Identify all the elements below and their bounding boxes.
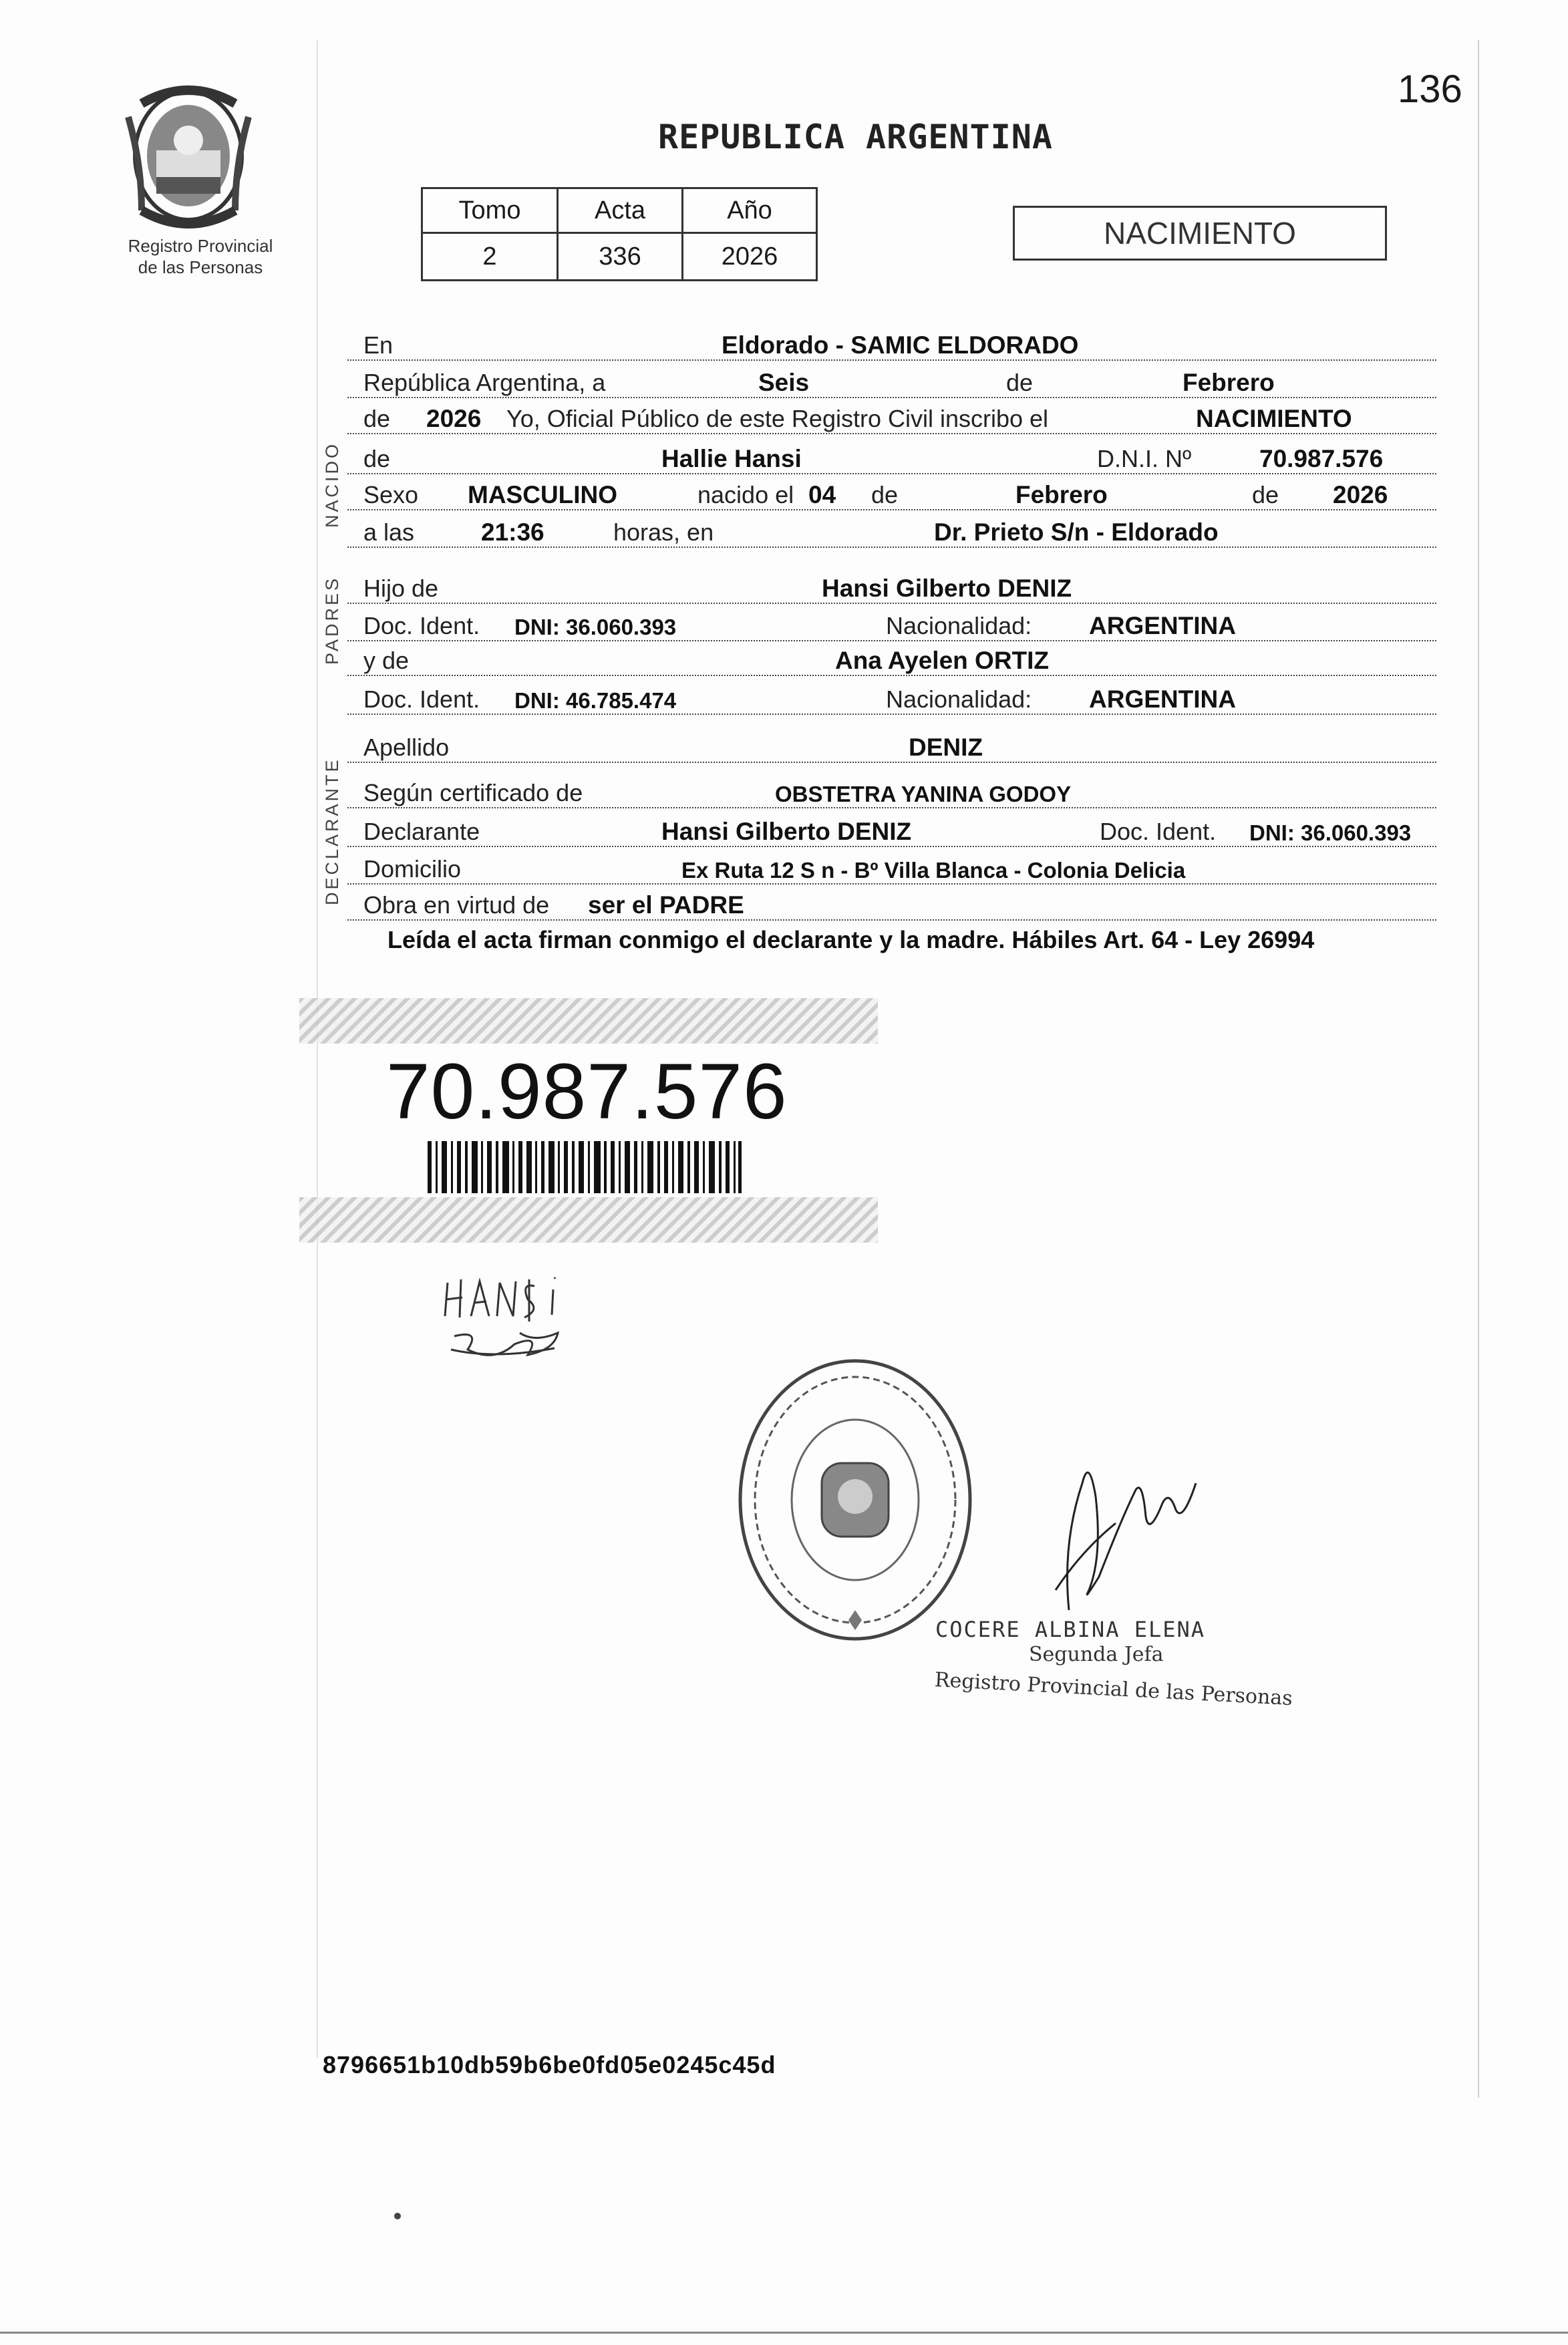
line-registration-date: [347, 371, 1436, 398]
scan-speck: [394, 2213, 401, 2219]
issuer-line-1: Registro Provincial: [128, 236, 273, 256]
label-apellido: Apellido: [363, 734, 453, 762]
line-mother: [347, 649, 1436, 676]
label-mother-doc: Doc. Ident.: [363, 685, 484, 714]
value-declarant-doc: DNI: 36.060.393: [1249, 820, 1412, 845]
value-act-type: NACIMIENTO: [1196, 405, 1352, 432]
label-de-5: de: [1248, 481, 1283, 509]
value-birth-time: 21:36: [481, 518, 544, 546]
label-hijo-de: Hijo de: [363, 575, 442, 603]
value-certificate-by: OBSTETRA YANINA GODOY: [775, 782, 1072, 806]
value-mother-name: Ana Ayelen ORTIZ: [835, 647, 1050, 674]
signatory-name: COCERE ALBINA ELENA: [935, 1617, 1206, 1642]
official-seal-stamp-icon: [735, 1356, 975, 1644]
margin-line: [317, 40, 318, 2058]
label-horas-en: horas, en: [609, 518, 718, 546]
label-father-nationality: Nacionalidad:: [882, 612, 1036, 640]
line-certificate: [347, 779, 1436, 808]
value-mother-nationality: ARGENTINA: [1089, 685, 1236, 713]
label-de-3: de: [363, 445, 394, 473]
label-sexo: Sexo: [363, 481, 422, 509]
label-yo-oficial: Yo, Oficial Público de este Registro Civil inscribo el: [502, 405, 1052, 433]
value-father-doc: DNI: 36.060.393: [514, 615, 677, 639]
value-birth-place: Dr. Prieto S/n - Eldorado: [934, 518, 1219, 546]
value-capacity: ser el PADRE: [588, 891, 744, 919]
signatory-office: Registro Provincial de las Personas: [934, 1668, 1293, 1711]
value-reg-month: Febrero: [1183, 369, 1275, 396]
registry-header-tomo: Tomo: [422, 188, 558, 233]
issuer-line-2: de las Personas: [138, 257, 263, 277]
value-birth-year: 2026: [1333, 481, 1388, 508]
line-place: [347, 331, 1436, 361]
value-place: Eldorado - SAMIC ELDORADO: [722, 331, 1079, 359]
value-reg-year: 2026: [426, 405, 482, 432]
value-surname: DENIZ: [909, 734, 983, 761]
id-number: 70.987.576: [386, 1048, 788, 1136]
value-reg-day: Seis: [758, 369, 810, 396]
value-sex: MASCULINO: [468, 481, 618, 508]
registry-value-tomo: 2: [422, 233, 558, 281]
section-label-padres: PADRES: [322, 575, 342, 665]
label-de-2: de: [363, 405, 394, 433]
value-address: Ex Ruta 12 S n - Bº Villa Blanca - Colonia Delicia: [681, 858, 1186, 883]
signatory-role: Segunda Jefa: [1029, 1643, 1164, 1666]
section-label-nacido: NACIDO: [322, 441, 342, 528]
signatory-block: [934, 1617, 1293, 1711]
registry-header-ano: Año: [683, 188, 817, 233]
registry-value-acta: 336: [558, 233, 683, 281]
province-coat-of-arms-logo: [115, 77, 262, 230]
line-time-place: [347, 518, 1436, 548]
country-heading: REPUBLICA ARGENTINA: [658, 118, 1053, 156]
label-father-doc: Doc. Ident.: [363, 612, 484, 640]
line-surname: [347, 736, 1436, 763]
value-child-dni: 70.987.576: [1259, 445, 1384, 472]
document-hash: 8796651b10db59b6be0fd05e0245c45d: [323, 2051, 776, 2078]
value-father-nationality: ARGENTINA: [1089, 612, 1236, 639]
line-child-name: [347, 445, 1436, 474]
label-domicilio: Domicilio: [363, 855, 465, 883]
line-mother-doc: [347, 685, 1436, 715]
page-edge: [1478, 40, 1479, 2098]
value-declarant-name: Hansi Gilberto DENIZ: [661, 818, 912, 845]
document-type-box: NACIMIENTO: [1013, 206, 1387, 261]
label-declarante: Declarante: [363, 818, 484, 846]
line-father: [347, 577, 1436, 604]
label-obra-en-virtud: Obra en virtud de: [363, 891, 553, 919]
line-capacity: [347, 891, 1436, 921]
issuer-caption: [100, 235, 301, 278]
line-father-doc: [347, 612, 1436, 641]
label-dni-no: D.N.I. Nº: [1093, 445, 1195, 473]
registry-value-ano: 2026: [683, 233, 817, 281]
barcode-icon: [428, 1141, 742, 1193]
value-birth-day: 04: [808, 481, 836, 508]
page-number: 136: [1398, 67, 1462, 111]
label-de-1: de: [1002, 369, 1037, 397]
security-band-top: [299, 998, 878, 1044]
value-child-name: Hallie Hansi: [661, 445, 802, 472]
value-mother-doc: DNI: 46.785.474: [514, 688, 677, 713]
handwritten-signature-icon: [441, 1269, 608, 1383]
label-mother-nationality: Nacionalidad:: [882, 685, 1036, 714]
label-de-4: de: [867, 481, 902, 509]
label-y-de: y de: [363, 647, 413, 675]
label-segun-cert: Según certificado de: [363, 779, 587, 807]
value-father-name: Hansi Gilberto DENIZ: [822, 575, 1072, 602]
registry-header-acta: Acta: [558, 188, 683, 233]
label-en: En: [363, 331, 397, 359]
label-a-las: a las: [363, 518, 418, 546]
section-label-declarante: DECLARANTE: [322, 757, 342, 905]
line-declarant: [347, 820, 1436, 847]
closing-note: Leída el acta firman conmigo el declarante y la madre. Hábiles Art. 64 - Ley 26994: [387, 926, 1315, 953]
registry-table: [421, 187, 818, 281]
line-sex-birthdate: [347, 481, 1436, 510]
label-republica-a: República Argentina, a: [363, 369, 609, 397]
handwritten-signature-icon: [1042, 1443, 1203, 1617]
line-address: [347, 855, 1436, 885]
label-nacido-el: nacido el: [693, 481, 798, 509]
value-birth-month: Febrero: [1015, 481, 1108, 508]
bottom-edge: [0, 2332, 1568, 2334]
security-band-bottom: [299, 1197, 878, 1243]
label-declarant-doc: Doc. Ident.: [1096, 818, 1220, 846]
line-inscription: [347, 405, 1436, 434]
